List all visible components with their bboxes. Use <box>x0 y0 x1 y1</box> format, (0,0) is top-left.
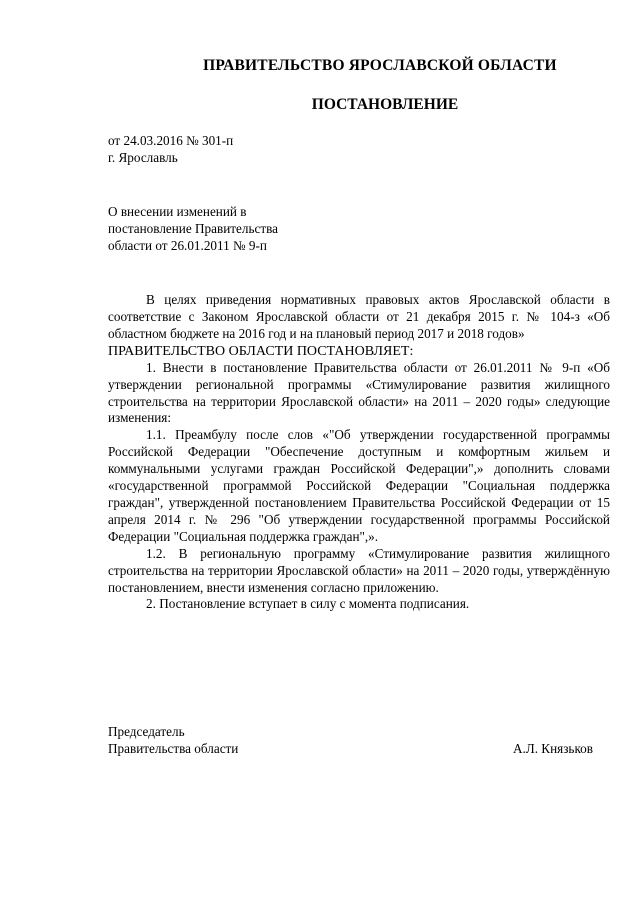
preamble-paragraph: В целях приведения нормативных правовых актов Ярославской области в соответствие с Законом Ярославской области от 21 декабря 2015 г. № 104-з «Об областном бюджете на 2016 год и на плановый период 2017 и 2018 годов» <box>108 292 610 341</box>
subject-line: О внесении изменений в <box>108 204 247 219</box>
city: г. Ярославль <box>108 149 178 165</box>
subject-line: постановление Правительства <box>108 221 279 236</box>
signatory-name: А.Л. Князьков <box>512 741 593 756</box>
document-body <box>108 292 610 613</box>
signature-block <box>108 723 593 757</box>
item-1-paragraph: 1. Внести в постановление Правительства области от 26.01.2011 № 9-п «Об утверждении региональной программы «Стимулирование развития жилищного строительства на территории Ярославской области» на 2011 – 2020 годы» следующие изменения: <box>108 359 610 426</box>
document-meta <box>108 133 233 166</box>
date-number: от 24.03.2016 № 301-п <box>108 133 234 148</box>
document-type: ПОСТАНОВЛЕНИЕ <box>311 96 459 113</box>
subject-line: области от 26.01.2011 № 9-п <box>108 238 267 253</box>
item-2-paragraph: 2. Постановление вступает в силу с момента подписания. <box>146 596 470 612</box>
document-subject <box>108 203 278 254</box>
item-1-2-paragraph: 1.2. В региональную программу «Стимулирование развития жилищного строительства на территории Ярославской области» на 2011 – 2020 годы, утверждённую постановлением, внести изменения согласно приложению. <box>108 545 610 595</box>
government-title: ПРАВИТЕЛЬСТВО ЯРОСЛАВСКОЙ ОБЛАСТИ <box>203 57 557 74</box>
signatory-position: Правительства области <box>108 741 239 756</box>
decree-heading: ПРАВИТЕЛЬСТВО ОБЛАСТИ ПОСТАНОВЛЯЕТ: <box>108 343 414 359</box>
item-1-1-paragraph: 1.1. Преамбулу после слов «"Об утверждении государственной программы Российской Федерации "Обеспечение доступным и комфортным жильем и коммунальными услугами граждан Российской Федерации",» дополнить словами «государственной программой Российской Федерации "Социальная поддержка граждан", утвержденной постановлением Правительства Российской Федерации от 15 апреля 2014 г. № 296 "Об утверждении государственной программы Российской Федерации "Социальная поддержка граждан",». <box>108 427 610 544</box>
signatory-position: Председатель <box>108 724 185 739</box>
